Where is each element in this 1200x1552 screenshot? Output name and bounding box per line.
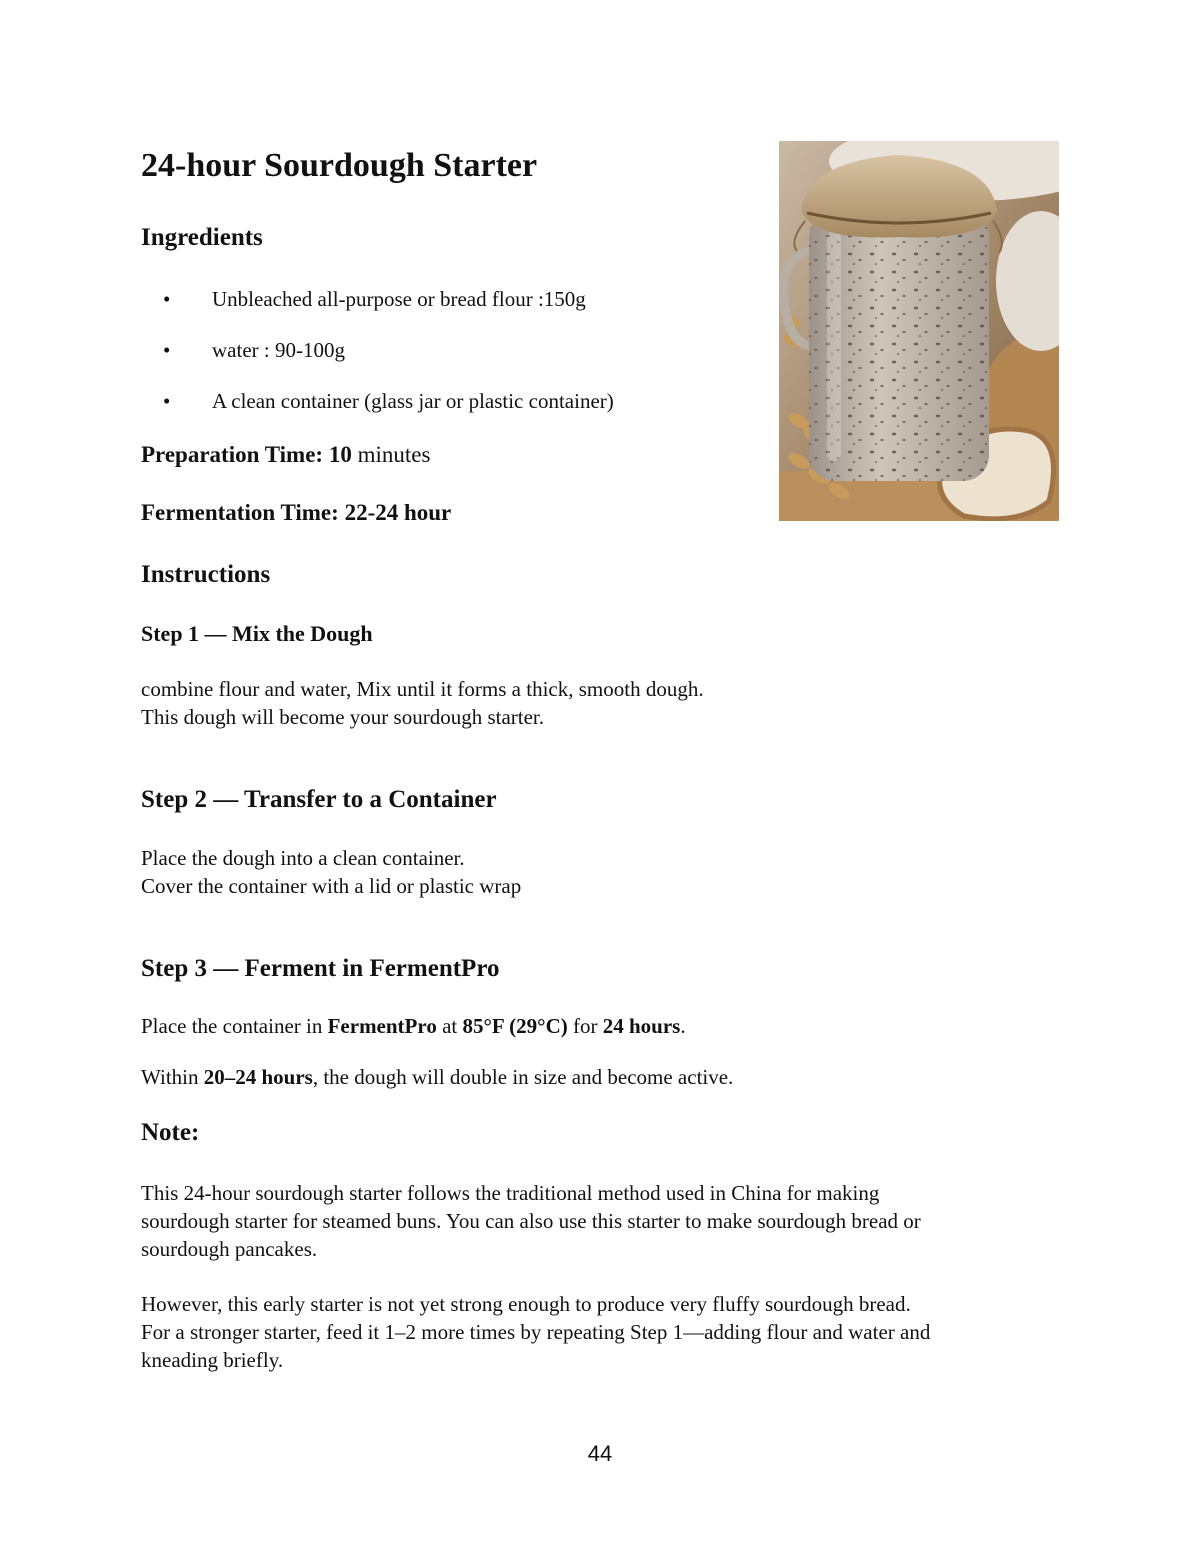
note-paragraph-1: [141, 1179, 921, 1263]
text-line: Cover the container with a lid or plastic wrap: [141, 874, 522, 898]
text-line: However, this early starter is not yet strong enough to produce very fluffy sourdough bread.: [141, 1292, 911, 1316]
sourdough-jar-photo: [779, 141, 1059, 521]
step3-heading: Step 3 — Ferment in FermentPro: [141, 955, 500, 982]
text-line: kneading briefly.: [141, 1348, 284, 1372]
preparation-label: Preparation Time:: [141, 442, 324, 467]
duration: 20–24 hours: [203, 1065, 313, 1089]
step3-paragraph-2: [141, 1063, 733, 1091]
bullet: •: [163, 338, 171, 362]
text-run: for: [567, 1014, 603, 1038]
page-number: 44: [587, 1441, 613, 1466]
step2-heading: Step 2 — Transfer to a Container: [141, 786, 497, 813]
preparation-value: 10: [328, 442, 352, 467]
text-line: sourdough pancakes.: [141, 1237, 318, 1261]
text-line: This 24-hour sourdough starter follows the traditional method used in China for making: [141, 1181, 880, 1205]
fermentation-value: 22-24 hour: [344, 500, 452, 525]
ingredient-item: water : 90-100g: [212, 338, 345, 362]
fermentation-label: Fermentation Time:: [141, 500, 339, 525]
text-line: For a stronger starter, feed it 1–2 more times by repeating Step 1—adding flour and water and: [141, 1320, 931, 1344]
text-line: This dough will become your sourdough starter.: [141, 705, 545, 729]
ingredient-item: A clean container (glass jar or plastic container): [212, 389, 614, 413]
text-line: combine flour and water, Mix until it forms a thick, smooth dough.: [141, 677, 704, 701]
note-heading: Note:: [141, 1119, 200, 1146]
ingredients-heading: Ingredients: [141, 224, 263, 251]
fermentation-time: [141, 498, 451, 528]
text-run: Place the container in: [141, 1014, 328, 1038]
instructions-heading: Instructions: [141, 561, 271, 588]
text-line: sourdough starter for steamed buns. You can also use this starter to make sourdough bread or: [141, 1209, 921, 1233]
page-title: 24-hour Sourdough Starter: [141, 147, 538, 184]
text-run: , the dough will double in size and become active.: [312, 1065, 734, 1089]
step1-text: [141, 675, 704, 731]
preparation-unit: minutes: [357, 442, 431, 467]
text-run: .: [680, 1014, 686, 1038]
text-run: at: [436, 1014, 463, 1038]
duration: 24 hours: [602, 1014, 681, 1038]
step3-paragraph-1: [141, 1012, 686, 1040]
bullet: •: [163, 287, 171, 311]
temperature: 85°F (29°C): [462, 1014, 568, 1038]
text-line: Place the dough into a clean container.: [141, 846, 465, 870]
step1-heading: Step 1 — Mix the Dough: [141, 621, 373, 646]
step2-text: [141, 844, 521, 900]
ingredient-item: Unbleached all-purpose or bread flour :150g: [212, 287, 586, 311]
preparation-time: [141, 440, 430, 470]
device-name: FermentPro: [327, 1014, 437, 1038]
text-run: Within: [141, 1065, 204, 1089]
note-paragraph-2: [141, 1290, 930, 1374]
bullet: •: [163, 389, 171, 413]
